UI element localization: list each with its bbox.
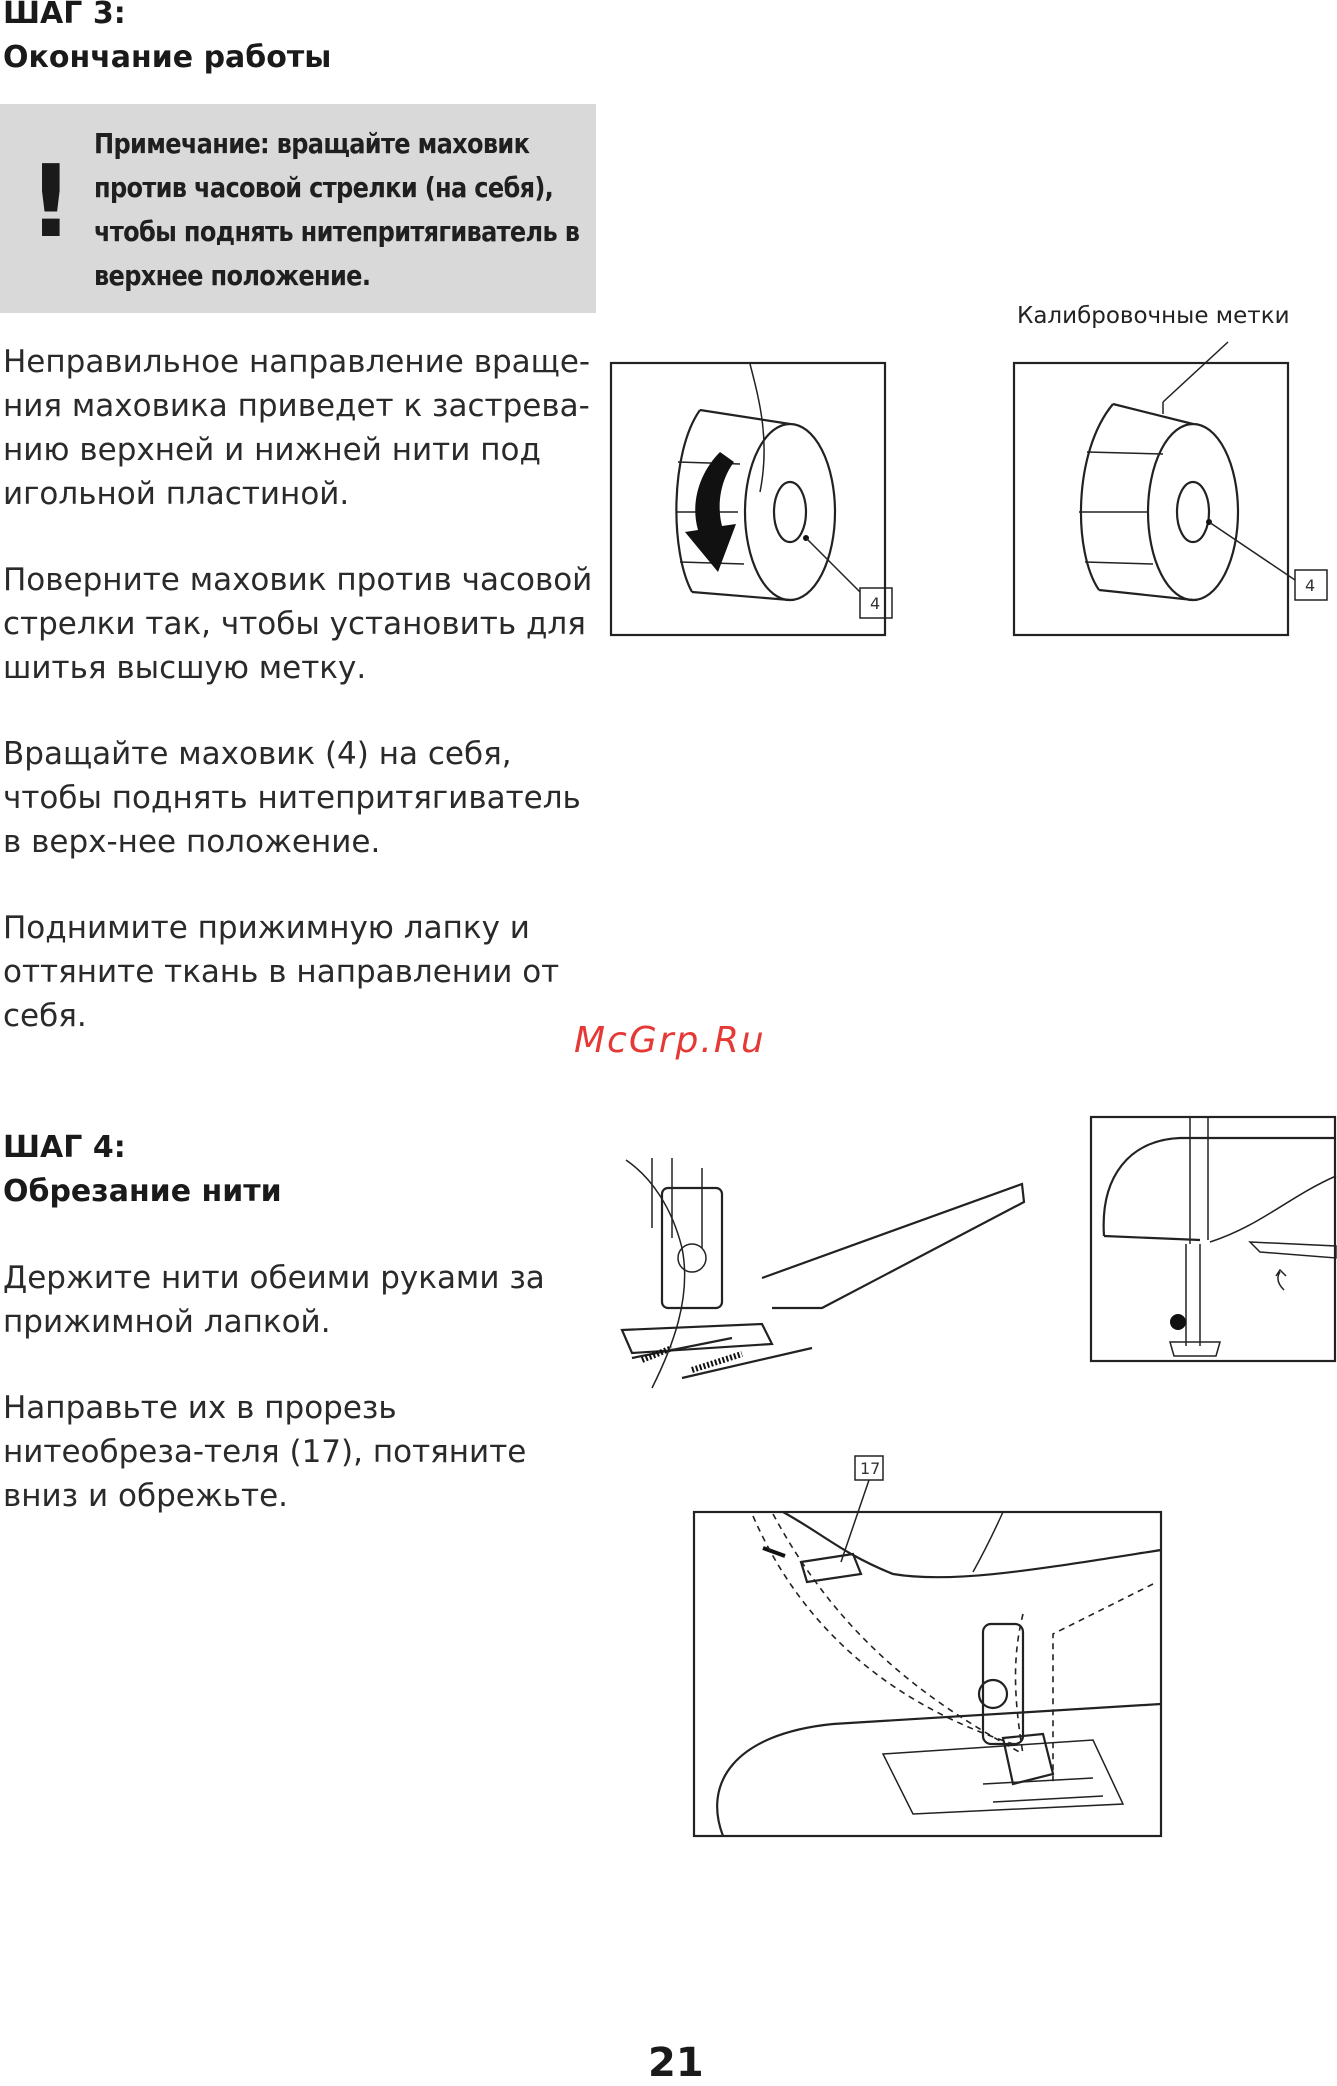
presser-foot-figure	[612, 1148, 1032, 1408]
exclamation-icon: !	[28, 143, 74, 260]
step3-paragraph-3: Вращайте маховик (4) на себя, чтобы поднять нитепритягиватель в верх-нее положение.	[3, 736, 581, 860]
step4-paragraph-1: Держите нити обеими руками за прижимной лапкой.	[3, 1260, 545, 1340]
calibration-marks-caption: Калибровочные метки	[1017, 303, 1290, 329]
note-text: Примечание: вращайте маховик против часовой стрелки (на себя), чтобы поднять нитепритягиватель в верхнее положение.	[94, 127, 580, 292]
step4-heading-line2: Обрезание нити	[3, 1174, 282, 1209]
step3-paragraph-1: Неправильное направление враще-ния маховика приведет к застрева-нию верхней и нижней нити под игольной пластиной.	[3, 344, 591, 512]
step3-paragraph-2: Поверните маховик против часовой стрелки так, чтобы установить для шитья высшую метку.	[3, 562, 593, 686]
thread-cutter-side-figure	[1090, 1116, 1337, 1364]
note-box	[0, 104, 596, 313]
step4-heading	[3, 1126, 282, 1214]
watermark: McGrp.Ru	[574, 1020, 766, 1061]
step3-heading-line2: Окончание работы	[3, 40, 332, 75]
handwheel-label-left: 4	[870, 594, 881, 613]
thread-cutter-figure	[693, 1454, 1163, 1838]
step3-heading	[3, 0, 331, 80]
page-number: 21	[648, 2040, 704, 2086]
step3-heading-line1: ШАГ 3:	[3, 0, 126, 31]
handwheel-label-right: 4	[1305, 576, 1316, 595]
handwheel-figure-right	[1013, 362, 1316, 638]
step4-paragraph-2: Направьте их в прорезь нитеобреза-теля (17), потяните вниз и обрежьте.	[3, 1390, 527, 1514]
handwheel-figure-left	[610, 362, 890, 638]
step4-heading-line1: ШАГ 4:	[3, 1130, 126, 1165]
thread-cutter-label: 17	[860, 1459, 881, 1478]
step3-paragraph-4: Поднимите прижимную лапку и оттяните ткань в направлении от себя.	[3, 910, 560, 1034]
